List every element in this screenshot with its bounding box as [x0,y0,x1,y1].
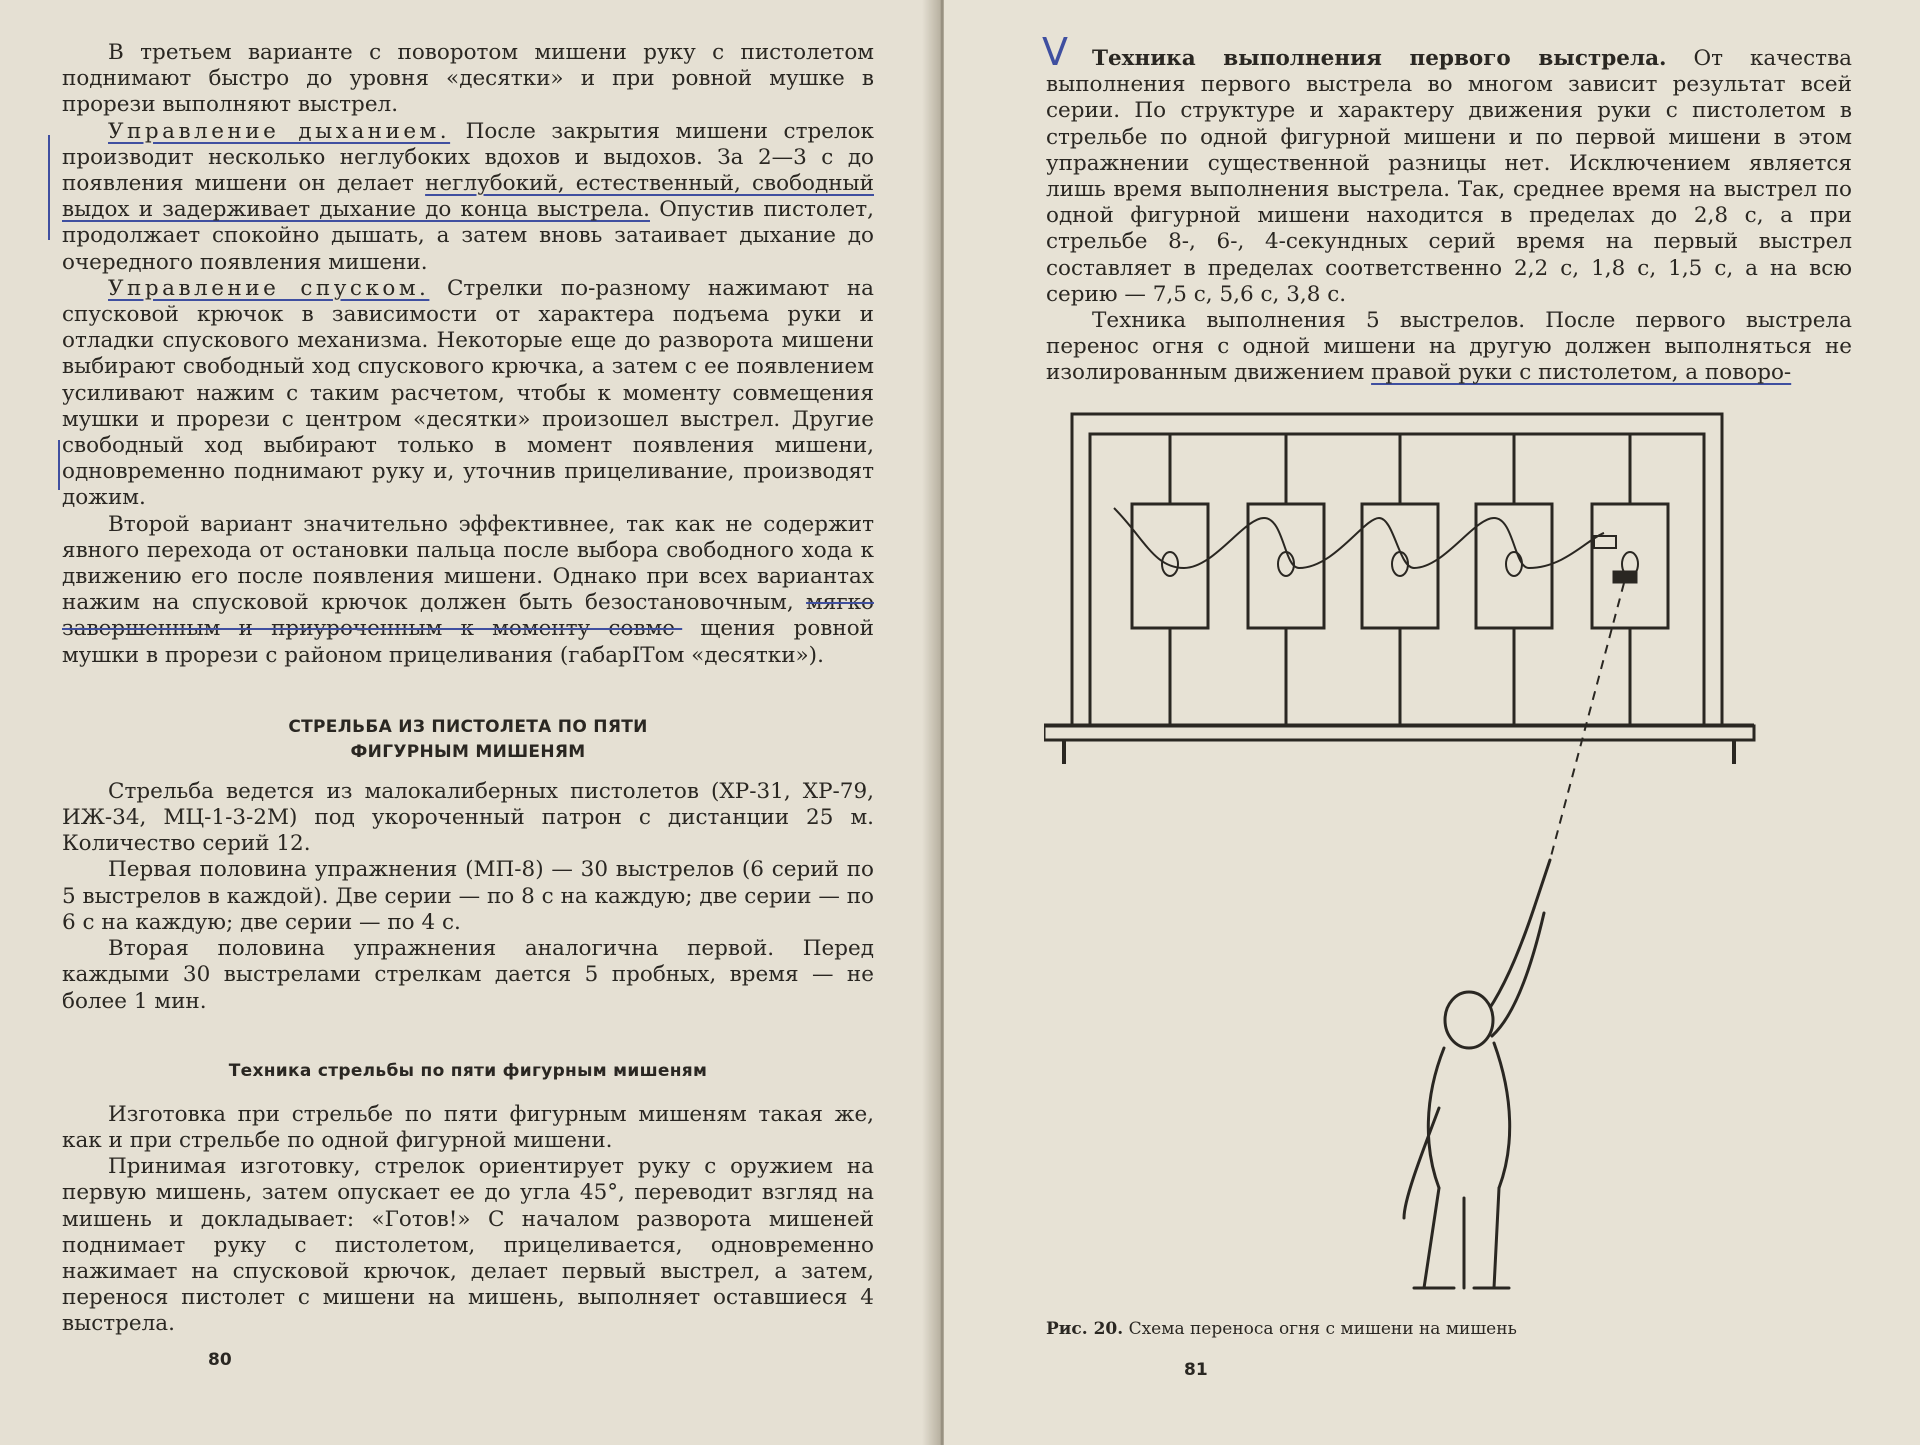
figure-caption [1046,1319,1517,1339]
figure-fire-transfer-diagram [1044,408,1804,1298]
first-shot-text: От качества выполнения первого выстрела во многом зависит результат всей серии. По структуре и характеру движения руки с пистолетом в стрельбе по одной фигурной мишени и по первой мишени в этом упражнении существенной разницы нет. Исключением является лишь время выполнения выстрела. Так, среднее время на выстрел по одной фигурной мишени находится в пределах до 2,8 с, а при стрельбе 8-, 6-, 4-секундных серий время на первый выстрел составляет в пределах соответственно 2,2 с, 1,8 с, 1,5 с, а на всю серию — 7,5 с, 5,6 с, 3,8 с. [1046,46,1852,307]
trigger-tail: Другие свободный ход выбирают только в момент появления мишени, одновременно поднимают руку и, уточнив прицеливание, производят дожим. [62,406,874,511]
second-variant-tail: щения ровной мушки в прорези с районом прицеливания (габарITом «десятки»). [62,616,874,668]
paragraph-third-variant: В третьем варианте с поворотом мишени руку с пистолетом поднимают быстро до уровня «десятки» и при ровной мушке в прорези выполняют выстрел. [62,40,874,118]
paragraph-five-shots [1046,308,1852,387]
subsection-heading: Техника стрельбы по пяти фигурным мишеням [228,1060,708,1081]
section-heading-line2: ФИГУРНЫМ МИШЕНЯМ [350,741,586,762]
margin-pen-mark [58,440,60,490]
figure-target [1592,504,1668,628]
breathing-underlined: неглубокий, естественный, свободный выдох и задерживает дыхание до конца выстрела. [62,171,874,223]
section1-paragraph: Стрельба ведется из малокалиберных пистолетов (ХР-31, ХР-79, ИЖ-34, МЦ-1-3-2М) под укороченный патрон с дистанции 25 м. Количество серий 12. [62,778,874,857]
first-shot-heading: Техника выполнения первого выстрела. [1092,46,1667,71]
paragraph-trigger [62,276,874,512]
shooter-figure [1404,860,1550,1288]
second-variant-text: Второй вариант значительно эффективнее, так как не содержит явного перехода от остановки пальца после выбора свободного хода к движению его после появления мишени. Однако при всех вариантах нажим на спусковой крючок должен быть безостановочным, [62,511,874,616]
target-stand-shelf [1044,726,1754,740]
page-number-right: 81 [1184,1360,1208,1380]
section1-paragraph: Первая половина упражнения (МП-8) — 30 выстрелов (6 серий по 5 выстрелов в каждой). Две серии — по 8 с на каждую; две серии — по 6 с на каждую; две серии — по 4 с. [62,857,874,935]
section-heading-line1: СТРЕЛЬБА ИЗ ПИСТОЛЕТА ПО ПЯТИ [288,716,648,737]
second-variant-struck: мягко завершенным и приуроченным к моменту совме- [62,590,874,642]
caption-text: Схема переноса огня с мишени на мишень [1128,1319,1517,1339]
check-mark-icon: V [1042,30,1068,74]
caption-label: Рис. 20. [1046,1319,1124,1339]
breathing-heading: Управление дыханием. [108,118,451,144]
five-shots-underlined: правой руки с пистолетом, а поворо- [1371,360,1792,386]
margin-pen-mark [48,135,50,240]
right-page-text [1046,46,1852,387]
section1-paragraph: Вторая половина упражнения аналогична первой. Перед каждыми 30 выстрелами стрелкам дается 5 пробных, время — не более 1 мин. [62,936,874,1014]
left-page-text [62,40,874,1338]
trigger-text: Стрелки по-разному нажимают на спусковой крючок в зависимости от характера подъема руки и отладки спускового механизма. Некоторые еще до разворота мишени выбирают свободный ход спускового крючка, а затем с ее появлением усиливают нажим с таким расчетом, чтобы к моменту совмещения мушки и прорези с центром «десятки» произошел выстрел. [62,275,874,432]
five-shots-text: Техника выполнения 5 выстрелов. После первого выстрела перенос огня с одной мишени на другую должен выполняться не изолированным движением [1046,308,1852,386]
section2-paragraph: Принимая изготовку, стрелок ориентирует руку с оружием на первую мишень, затем опускает ее до угла 45°, переводит взгляд на мишень и докладывает: «Готов!» С началом разворота мишеней поднимает руку с пистолетом, прицеливается, одновременно нажимает на спусковой крючок, делает первый выстрел, а затем, перенося пистолет с мишени на мишень, выполняет оставшиеся 4 выстрела. [62,1154,874,1337]
paragraph-breathing [62,119,874,276]
trigger-heading: Управление спуском. [108,275,430,301]
left-page [0,0,940,1445]
aim-marker [1614,572,1636,582]
paragraph-first-shot [1046,46,1852,308]
section2-paragraph: Изготовка при стрельбе по пяти фигурным мишеням такая же, как и при стрельбе по одной фигурной мишени. [62,1101,874,1153]
page-number-left: 80 [208,1350,232,1370]
breathing-tail: Опустив пистолет, продолжает спокойно дышать, а затем вновь затаивает дыхание до очередного появления мишени. [62,197,874,275]
right-page [944,0,1920,1445]
breathing-text: После закрытия мишени стрелок производит несколько неглубоких вдохов и выдохов. За 2—3 с до появления мишени он делает [62,118,874,197]
paragraph-second-variant [62,512,874,669]
